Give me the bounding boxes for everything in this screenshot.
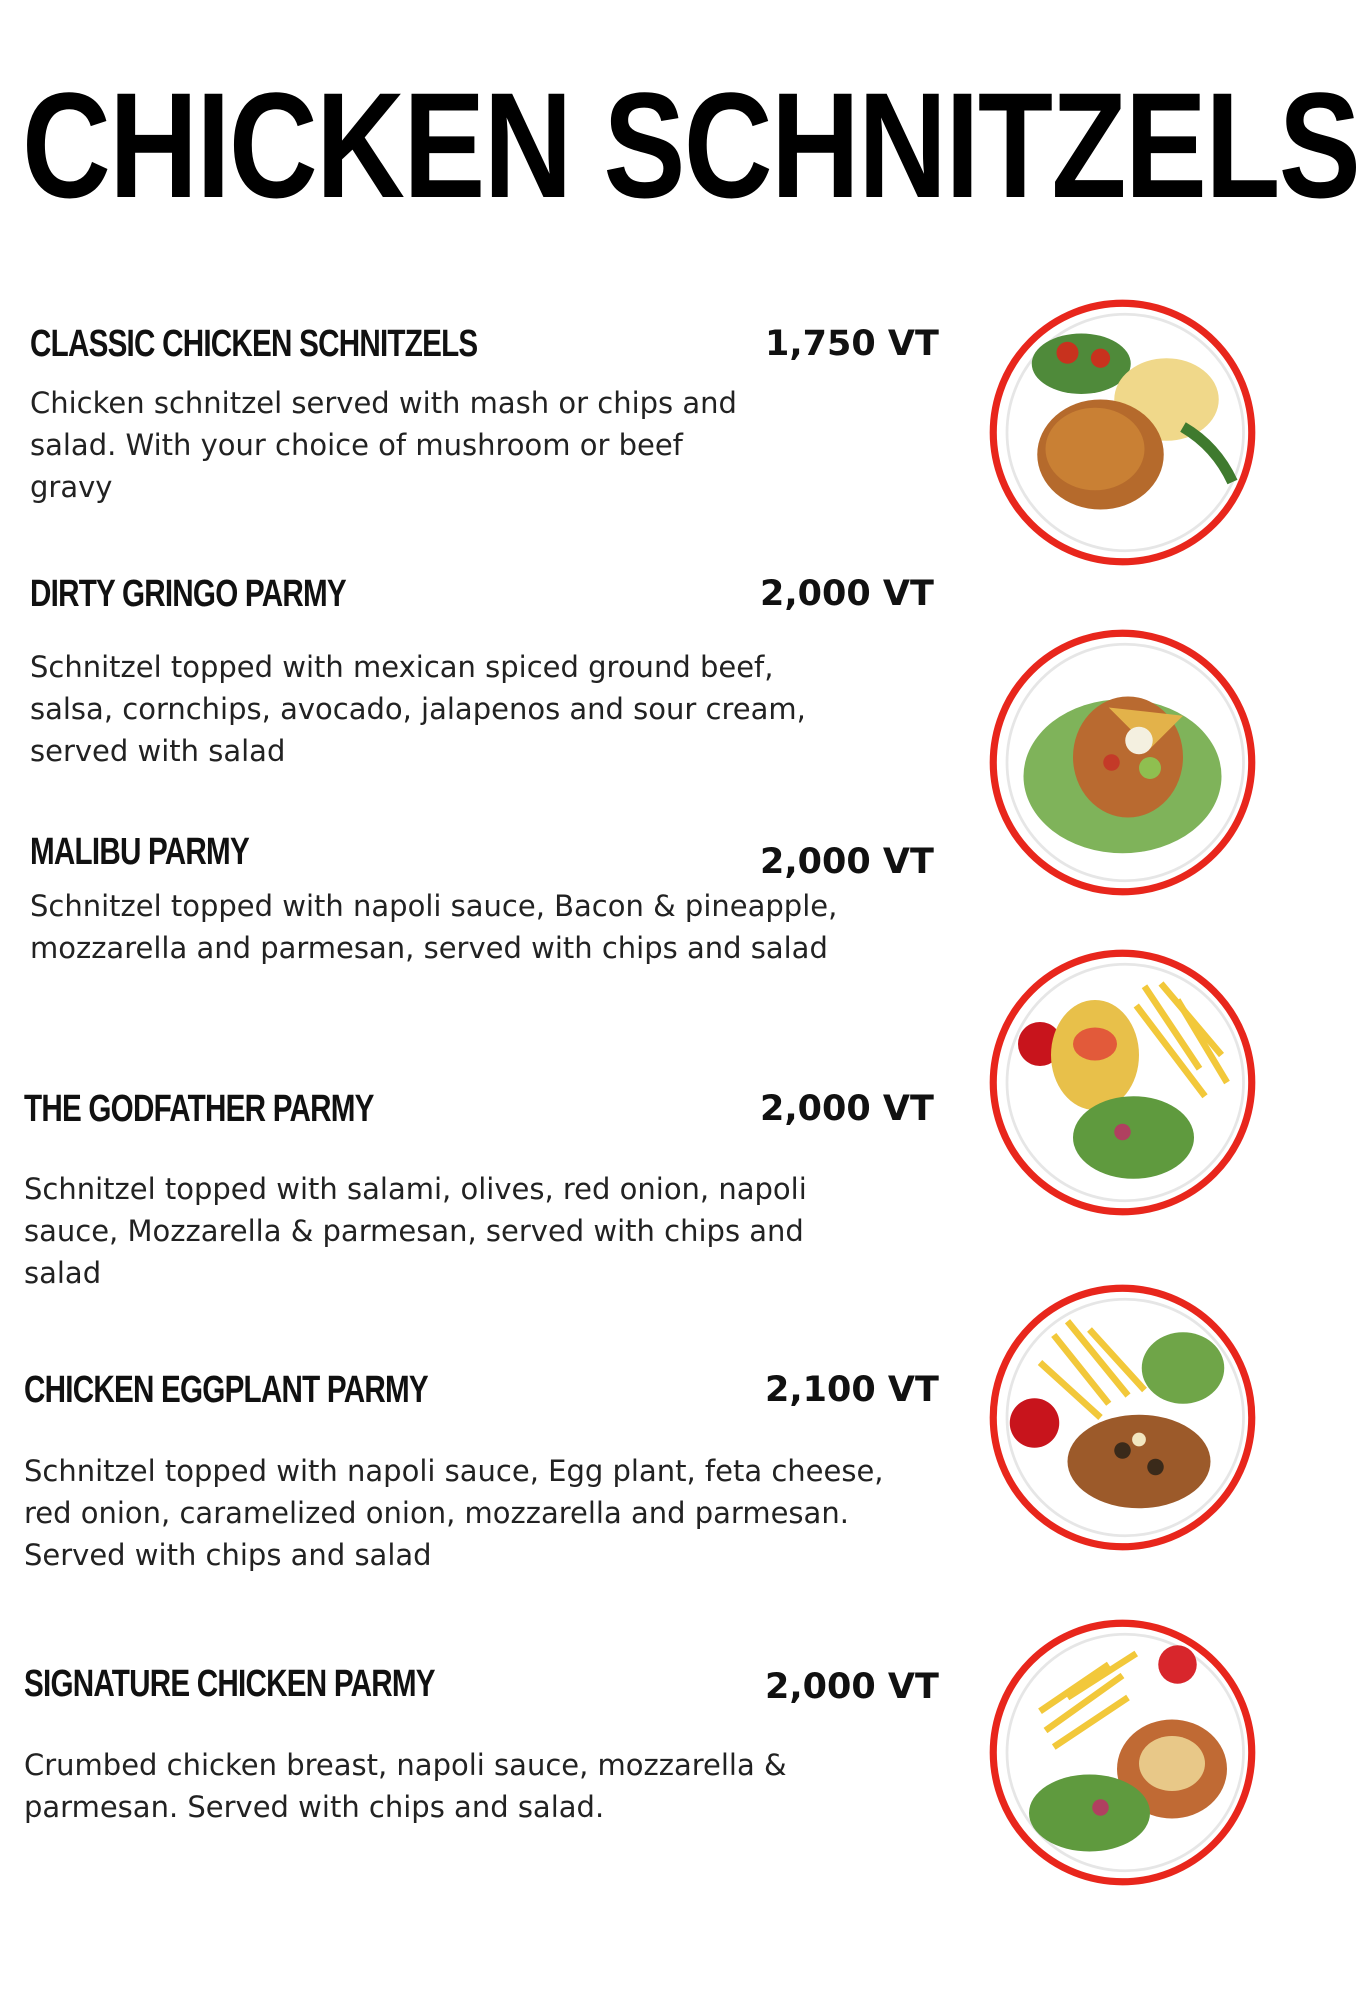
- item-price: 1,750 VT: [765, 324, 939, 364]
- malibu-parmy-plate-image: [985, 945, 1260, 1220]
- item-description: Schnitzel topped with mexican spiced ground beef, salsa, cornchips, avocado, jalapenos and sour cream, served with salad: [30, 650, 806, 768]
- item-price: 2,000 VT: [760, 574, 934, 614]
- gringo-parmy-plate-image: [985, 625, 1260, 900]
- item-price: 2,100 VT: [765, 1370, 939, 1410]
- item-name: CHICKEN EGGPLANT PARMY: [24, 1369, 428, 1411]
- item-description: Chicken schnitzel served with mash or chips and salad. With your choice of mushroom or beef gravy: [30, 386, 737, 504]
- item-description: Schnitzel topped with napoli sauce, Bacon & pineapple, mozzarella and parmesan, served with chips and salad: [30, 889, 838, 965]
- eggplant-parmy-plate-image: [985, 1280, 1260, 1555]
- item-name: THE GODFATHER PARMY: [24, 1088, 374, 1130]
- item-description: Schnitzel topped with salami, olives, red onion, napoli sauce, Mozzarella & parmesan, served with chips and salad: [24, 1172, 807, 1290]
- signature-parmy-plate-image: [985, 1615, 1260, 1890]
- item-description: Schnitzel topped with napoli sauce, Egg plant, feta cheese, red onion, caramelized onion, mozzarella and parmesan. Served with chips and salad: [24, 1454, 884, 1572]
- item-name: MALIBU PARMY: [30, 831, 249, 873]
- schnitzel-mash-plate-image: [985, 295, 1260, 570]
- item-price: 2,000 VT: [765, 1667, 939, 1707]
- item-price: 2,000 VT: [760, 1089, 934, 1129]
- item-description: Crumbed chicken breast, napoli sauce, mozzarella & parmesan. Served with chips and salad.: [24, 1748, 787, 1824]
- item-name: DIRTY GRINGO PARMY: [30, 573, 346, 615]
- item-name: SIGNATURE CHICKEN PARMY: [24, 1663, 435, 1705]
- item-name: CLASSIC CHICKEN SCHNITZELS: [30, 323, 478, 365]
- item-price: 2,000 VT: [760, 842, 934, 882]
- menu-title: CHICKEN SCHNITZELS: [22, 61, 1359, 229]
